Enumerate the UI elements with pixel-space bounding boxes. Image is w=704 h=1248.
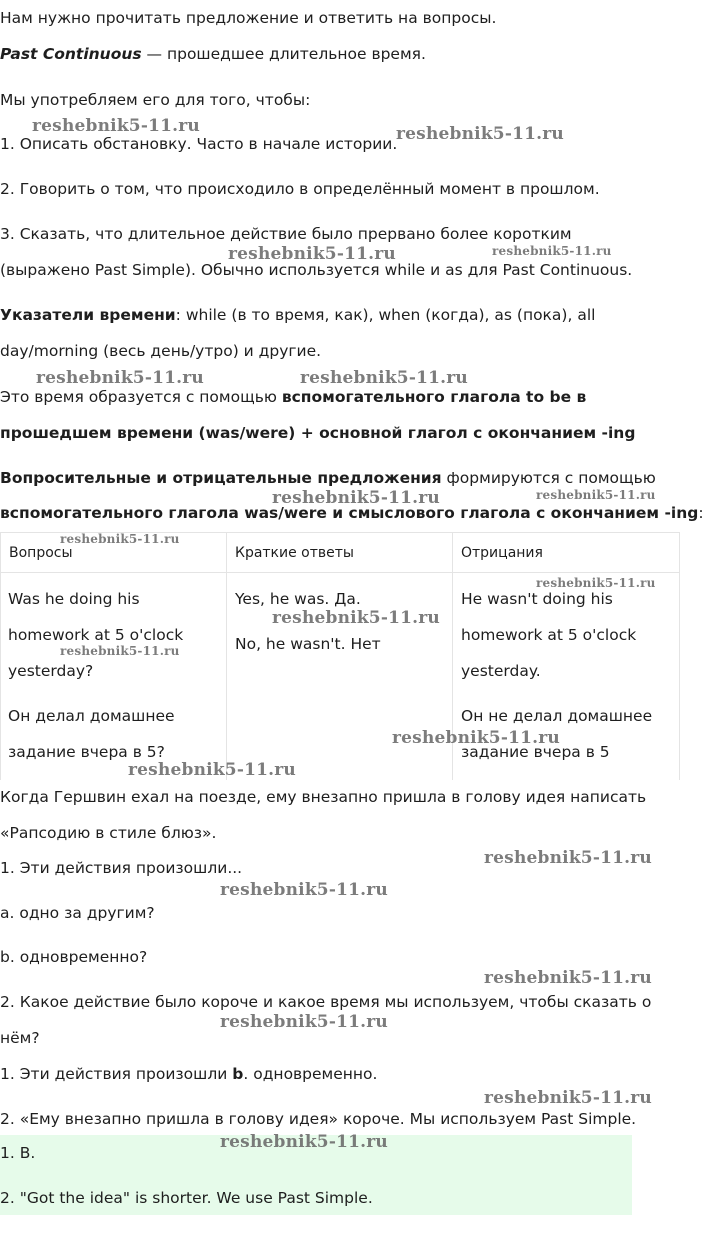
short-answer-no: No, he wasn't. Нет [235,635,381,653]
formation-prefix: Это время образуется с помощью [0,388,282,406]
watermark: reshebnik5-11.ru [300,368,468,388]
table-divider-1 [226,532,227,780]
questions-negatives-bold: Вопросительные и отрицательные предложения [0,469,442,487]
definition-rest: — прошедшее длительное время. [141,45,426,63]
short-answer-yes: Yes, he was. Да. [235,590,361,608]
time-markers-line2: day/morning (весь день/утро) и другие. [0,342,322,360]
usage-item-3-line1: 3. Сказать, что длительное действие было прервано более коротким [0,225,572,243]
table-header-divider [0,572,680,573]
question-translation-line: задание вчера в 5? [8,743,165,761]
question-line: homework at 5 o'clock [8,626,184,644]
story-line2: «Рапсодию в стиле блюз». [0,824,217,842]
story-line1: Когда Гершвин ехал на поезде, ему внезапно пришла в голову идея написать [0,788,647,806]
term-past-continuous: Past Continuous [0,45,142,63]
watermark: reshebnik5-11.ru [220,880,388,900]
table-border-left [0,532,1,780]
answer-ru-2: 2. «Ему внезапно пришла в голову идея» короче. Мы используем Past Simple. [0,1110,637,1128]
negative-translation-line: Он не делал домашнее [461,707,653,725]
answer-ru-1 [0,1064,377,1084]
usage-item-1: 1. Описать обстановку. Часто в начале истории. [0,135,398,153]
questions-negatives-rest: формируются с помощью [441,469,656,487]
watermark: reshebnik5-11.ru [392,728,560,748]
time-markers-label: Указатели времени [0,306,176,324]
watermark: reshebnik5-11.ru [536,488,656,502]
question-1: 1. Эти действия произошли... [0,859,243,877]
questions-negatives-line1 [0,468,656,488]
watermark: reshebnik5-11.ru [484,968,652,988]
watermark: reshebnik5-11.ru [228,244,396,264]
watermark: reshebnik5-11.ru [272,488,440,508]
question-1-option-a: a. одно за другим? [0,904,155,922]
table-header-negatives: Отрицания [461,545,543,561]
definition-line [0,44,426,64]
watermark: reshebnik5-11.ru [32,116,200,136]
watermark: reshebnik5-11.ru [484,848,652,868]
time-markers-line1 [0,305,595,325]
negative-translation-line: задание вчера в 5 [461,743,610,761]
answer-ru-1-option: b [232,1065,244,1083]
usage-item-2: 2. Говорить о том, что происходило в определённый момент в прошлом. [0,180,600,198]
formation-bold-2: прошедшем времени (was/were) + основной глагол с окончанием -ing [0,424,636,442]
watermark: reshebnik5-11.ru [128,760,296,780]
negative-line: yesterday. [461,662,541,680]
watermark: reshebnik5-11.ru [36,368,204,388]
time-markers-list: : while (в то время, как), when (когда), as (пока), all [175,306,596,324]
watermark: reshebnik5-11.ru [272,608,440,628]
watermark: reshebnik5-11.ru [60,644,180,658]
table-border-right [679,532,680,780]
negative-line: homework at 5 o'clock [461,626,637,644]
table-cell-question [8,581,183,770]
questions-negatives-colon: : [698,504,704,522]
question-line: Was he doing his [8,590,140,608]
watermark: reshebnik5-11.ru [60,532,180,546]
question-line: yesterday? [8,662,94,680]
formation-line2 [0,423,635,443]
table-header-questions: Вопросы [9,545,73,561]
formation-line1 [0,387,586,407]
questions-negatives-bold-2: вспомогательного глагола was/were и смыслового глагола с окончанием -ing [0,504,699,522]
formation-bold-1: вспомогательного глагола to be в [281,388,587,406]
watermark: reshebnik5-11.ru [484,1088,652,1108]
table-header-short-answers: Краткие ответы [235,545,354,561]
answer-ru-1-suffix: . одновременно. [243,1065,378,1083]
answer-en-1: 1. B. [0,1144,36,1162]
intro-text: Нам нужно прочитать предложение и ответить на вопросы. [0,9,497,27]
question-1-option-b: b. одновременно? [0,948,148,966]
watermark: reshebnik5-11.ru [220,1012,388,1032]
usage-item-3-line2: (выражено Past Simple). Обычно используется while и as для Past Continuous. [0,261,633,279]
watermark: reshebnik5-11.ru [396,124,564,144]
negative-line: He wasn't doing his [461,590,613,608]
answer-ru-1-prefix: 1. Эти действия произошли [0,1065,233,1083]
watermark: reshebnik5-11.ru [492,244,612,258]
question-2-line1: 2. Какое действие было короче и какое время мы используем, чтобы сказать о [0,993,652,1011]
question-2-line2: нём? [0,1029,40,1047]
answer-en-2: 2. "Got the idea" is shorter. We use Past Simple. [0,1189,373,1207]
usage-heading: Мы употребляем его для того, чтобы: [0,91,311,109]
watermark: reshebnik5-11.ru [536,576,656,590]
question-translation-line: Он делал домашнее [8,707,175,725]
watermark: reshebnik5-11.ru [220,1132,388,1152]
